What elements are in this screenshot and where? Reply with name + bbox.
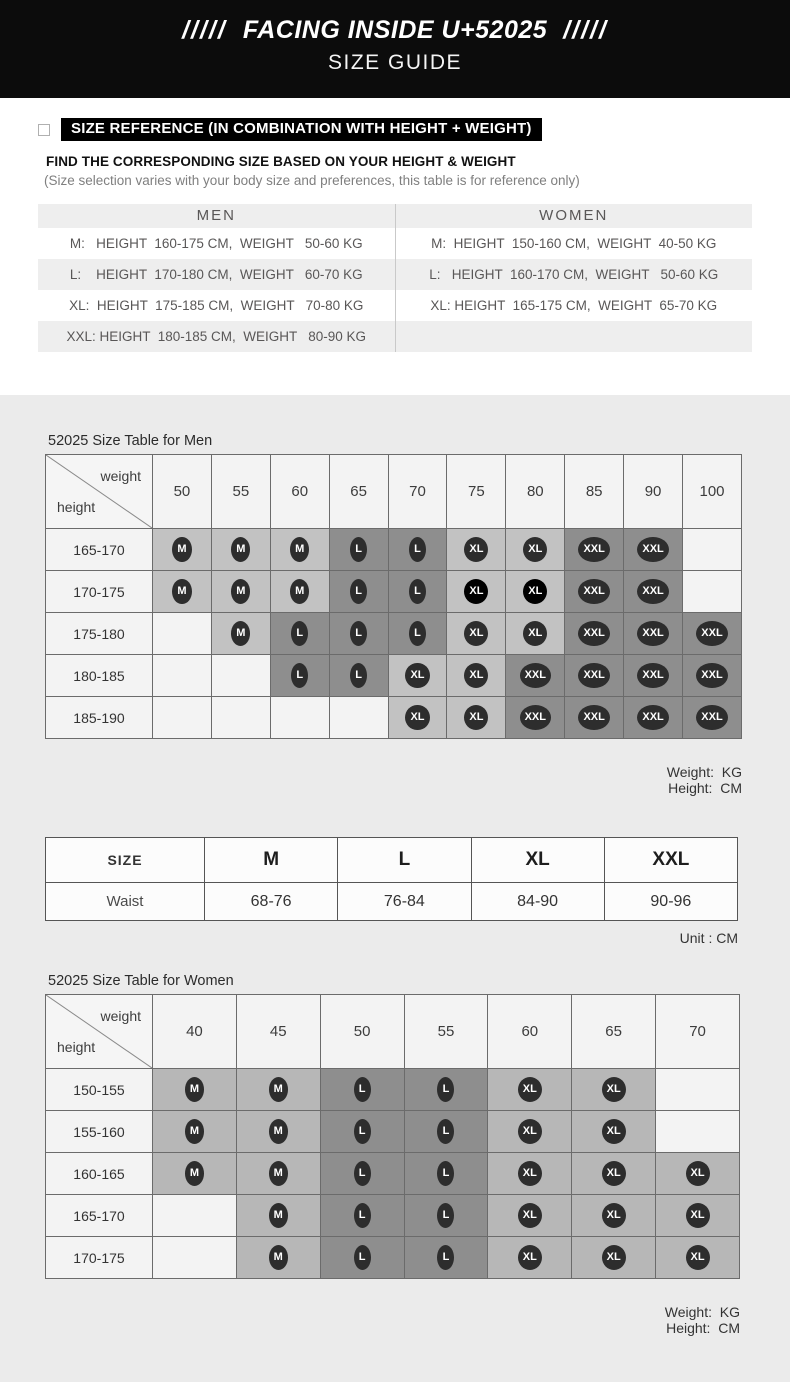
size-cell-xl	[656, 1237, 740, 1279]
size-cell-l	[404, 1195, 488, 1237]
size-cell-empty	[211, 697, 270, 739]
size-badge: XL	[523, 537, 547, 562]
section-banner: SIZE REFERENCE (IN COMBINATION WITH HEIGHT + WEIGHT)	[61, 118, 542, 141]
size-cell-xl	[488, 1111, 572, 1153]
size-cell-xl	[572, 1195, 656, 1237]
corner-height-label: height	[57, 499, 96, 515]
size-badge: M	[269, 1245, 288, 1270]
size-cell-empty	[656, 1069, 740, 1111]
size-cell-xl	[506, 613, 565, 655]
size-cell-empty	[329, 697, 388, 739]
size-badge: XXL	[696, 705, 727, 730]
size-cell-xl	[572, 1237, 656, 1279]
size-badge: XL	[518, 1119, 542, 1144]
size-cell-m	[153, 1069, 237, 1111]
weight-header-cell: 40	[153, 995, 237, 1069]
size-badge: M	[172, 537, 191, 562]
grid-row	[46, 1111, 740, 1153]
header-banner	[0, 0, 790, 98]
weight-header-cell: 70	[656, 995, 740, 1069]
reference-row: L: HEIGHT 170-180 CM, WEIGHT 60-70 KG	[38, 259, 395, 290]
size-badge: M	[290, 537, 309, 562]
size-cell-empty	[153, 613, 212, 655]
reference-column-title: WOMEN	[396, 204, 753, 228]
size-badge: XXL	[578, 621, 609, 646]
size-cell-xl	[488, 1195, 572, 1237]
size-cell-xxl	[506, 655, 565, 697]
size-badge: XXL	[696, 663, 727, 688]
size-badge: XXL	[520, 705, 551, 730]
height-header-cell: 175-180	[46, 613, 153, 655]
reference-column-women	[395, 204, 753, 352]
size-badge: M	[172, 579, 191, 604]
men-size-grid	[45, 454, 742, 739]
size-reference-section	[0, 98, 790, 395]
slashes-left-icon: /////	[182, 16, 227, 44]
size-cell-l	[320, 1111, 404, 1153]
height-header-cell: 180-185	[46, 655, 153, 697]
size-badge: M	[290, 579, 309, 604]
size-cell-xl	[506, 571, 565, 613]
size-badge: L	[291, 621, 308, 646]
grid-row	[46, 655, 742, 697]
size-cell-xl	[447, 529, 506, 571]
size-cell-empty	[656, 1111, 740, 1153]
corner-weight-label: weight	[100, 468, 141, 484]
reference-column-title: MEN	[38, 204, 395, 228]
size-badge: M	[269, 1119, 288, 1144]
weight-unit-label: Weight: KG	[664, 1304, 740, 1320]
size-cell-xl	[572, 1153, 656, 1195]
size-badge: L	[354, 1161, 371, 1186]
waist-size-column-m: M	[205, 838, 338, 883]
height-header-cell: 170-175	[46, 571, 153, 613]
reference-column-men	[38, 204, 395, 352]
size-badge: XXL	[637, 705, 668, 730]
size-badge: XL	[686, 1245, 710, 1270]
size-badge: XL	[464, 579, 488, 604]
size-badge: XL	[518, 1077, 542, 1102]
waist-size-column-xl: XL	[471, 838, 604, 883]
size-badge: L	[437, 1119, 454, 1144]
women-table-block	[45, 994, 740, 1352]
size-cell-l	[404, 1237, 488, 1279]
size-badge: L	[437, 1203, 454, 1228]
waist-row-label: Waist	[46, 883, 205, 921]
size-badge: XL	[464, 621, 488, 646]
size-badge: L	[437, 1161, 454, 1186]
waist-table-block	[45, 837, 738, 946]
size-cell-l	[388, 571, 447, 613]
size-badge: XL	[602, 1203, 626, 1228]
size-badge: M	[231, 621, 250, 646]
size-cell-xxl	[683, 655, 742, 697]
weight-header-cell: 70	[388, 455, 447, 529]
size-badge: XL	[405, 663, 429, 688]
size-badge: XL	[518, 1161, 542, 1186]
size-cell-m	[236, 1237, 320, 1279]
weight-header-cell: 80	[506, 455, 565, 529]
size-badge: M	[269, 1161, 288, 1186]
men-women-reference-table	[38, 204, 752, 352]
size-badge: M	[231, 579, 250, 604]
reference-row	[396, 321, 753, 352]
size-badge: XXL	[520, 663, 551, 688]
size-cell-l	[320, 1153, 404, 1195]
waist-value-cell: 76-84	[338, 883, 471, 921]
slashes-right-icon: /////	[563, 16, 608, 44]
size-badge: XL	[464, 663, 488, 688]
size-cell-xxl	[624, 655, 683, 697]
size-cell-xl	[572, 1069, 656, 1111]
size-cell-m	[236, 1195, 320, 1237]
size-cell-empty	[683, 529, 742, 571]
size-cell-empty	[211, 655, 270, 697]
size-cell-xl	[488, 1069, 572, 1111]
size-cell-xl	[506, 529, 565, 571]
height-unit-label: Height: CM	[668, 780, 742, 796]
waist-size-column-l: L	[338, 838, 471, 883]
height-header-cell: 160-165	[46, 1153, 153, 1195]
size-cell-xl	[388, 697, 447, 739]
size-badge: L	[437, 1077, 454, 1102]
weight-header-cell: 50	[320, 995, 404, 1069]
brand-name: FACING INSIDE U+52025	[242, 16, 548, 44]
size-cell-m	[153, 529, 212, 571]
size-badge: XL	[686, 1203, 710, 1228]
weight-header-cell: 55	[404, 995, 488, 1069]
grid-row	[46, 613, 742, 655]
size-cell-xl	[447, 571, 506, 613]
size-cell-m	[236, 1111, 320, 1153]
size-cell-l	[320, 1195, 404, 1237]
size-badge: L	[291, 663, 308, 688]
size-cell-m	[211, 529, 270, 571]
height-header-cell: 165-170	[46, 529, 153, 571]
men-table-block	[45, 454, 742, 812]
size-cell-xl	[447, 697, 506, 739]
size-badge: L	[409, 621, 426, 646]
size-cell-xl	[488, 1237, 572, 1279]
size-badge: XXL	[637, 621, 668, 646]
size-badge: L	[350, 579, 367, 604]
size-cell-xxl	[506, 697, 565, 739]
size-cell-l	[270, 655, 329, 697]
section-banner-row	[38, 118, 752, 141]
grid-header-row	[46, 995, 740, 1069]
waist-value-row	[46, 883, 738, 921]
size-cell-xxl	[683, 697, 742, 739]
reference-row: M: HEIGHT 150-160 CM, WEIGHT 40-50 KG	[431, 236, 717, 251]
size-badge: XXL	[637, 663, 668, 688]
size-cell-m	[153, 571, 212, 613]
size-badge: M	[231, 537, 250, 562]
size-badge: XL	[523, 579, 547, 604]
size-badge: L	[354, 1203, 371, 1228]
corner-weight-height-cell	[46, 995, 153, 1069]
height-unit-label: Height: CM	[666, 1320, 740, 1336]
height-header-cell: 165-170	[46, 1195, 153, 1237]
size-badge: XL	[464, 537, 488, 562]
men-table-title: 52025 Size Table for Men	[48, 433, 213, 449]
reference-row: M: HEIGHT 160-175 CM, WEIGHT 50-60 KG	[69, 236, 363, 251]
waist-size-table	[45, 837, 738, 921]
brand-title	[0, 16, 790, 45]
size-badge: XXL	[578, 663, 609, 688]
weight-header-cell: 55	[211, 455, 270, 529]
size-cell-xxl	[565, 571, 624, 613]
height-header-cell: 170-175	[46, 1237, 153, 1279]
size-badge: M	[185, 1161, 204, 1186]
reference-row: XL: HEIGHT 165-175 CM, WEIGHT 65-70 KG	[430, 298, 718, 313]
size-badge: XL	[518, 1245, 542, 1270]
size-badge: XL	[518, 1203, 542, 1228]
size-cell-l	[388, 529, 447, 571]
waist-header-row	[46, 838, 738, 883]
size-cell-xl	[656, 1195, 740, 1237]
corner-height-label: height	[57, 1039, 96, 1055]
size-tables-section	[0, 433, 790, 1382]
grid-row	[46, 1237, 740, 1279]
size-cell-m	[270, 571, 329, 613]
size-cell-xxl	[565, 613, 624, 655]
size-badge: M	[185, 1119, 204, 1144]
size-cell-l	[329, 571, 388, 613]
size-badge: L	[350, 537, 367, 562]
size-badge: M	[269, 1077, 288, 1102]
size-cell-empty	[153, 1237, 237, 1279]
reference-headline: FIND THE CORRESPONDING SIZE BASED ON YOUR HEIGHT & WEIGHT	[46, 154, 516, 169]
size-cell-m	[211, 571, 270, 613]
diagonal-line-icon	[46, 455, 152, 528]
women-size-grid	[45, 994, 740, 1279]
size-badge: L	[354, 1119, 371, 1144]
size-badge: XL	[686, 1161, 710, 1186]
size-badge: XXL	[637, 579, 668, 604]
size-cell-xxl	[565, 697, 624, 739]
size-cell-empty	[153, 1195, 237, 1237]
height-header-cell: 155-160	[46, 1111, 153, 1153]
size-badge: L	[354, 1245, 371, 1270]
size-badge: L	[409, 537, 426, 562]
weight-header-cell: 100	[683, 455, 742, 529]
height-header-cell: 150-155	[46, 1069, 153, 1111]
size-badge: XXL	[578, 705, 609, 730]
size-badge: XXL	[637, 537, 668, 562]
size-cell-m	[236, 1069, 320, 1111]
size-badge: XL	[602, 1161, 626, 1186]
women-table-title: 52025 Size Table for Women	[48, 973, 234, 989]
size-cell-l	[329, 655, 388, 697]
reference-row: L: HEIGHT 160-170 CM, WEIGHT 50-60 KG	[396, 259, 753, 290]
weight-header-cell: 65	[329, 455, 388, 529]
size-badge: M	[269, 1203, 288, 1228]
grid-row	[46, 1069, 740, 1111]
grid-row	[46, 697, 742, 739]
diagonal-line-icon	[46, 995, 152, 1068]
corner-weight-label: weight	[100, 1008, 141, 1024]
size-cell-xl	[388, 655, 447, 697]
size-badge: XL	[405, 705, 429, 730]
size-cell-l	[404, 1069, 488, 1111]
height-header-cell: 185-190	[46, 697, 153, 739]
weight-header-cell: 90	[624, 455, 683, 529]
waist-unit-note: Unit : CM	[679, 930, 738, 946]
waist-size-header-cell: SIZE	[46, 838, 205, 883]
size-cell-m	[270, 529, 329, 571]
page-title: SIZE GUIDE	[327, 51, 463, 74]
size-cell-xl	[656, 1153, 740, 1195]
weight-header-cell: 75	[447, 455, 506, 529]
size-cell-l	[404, 1111, 488, 1153]
size-badge: L	[409, 579, 426, 604]
reference-row: XXL: HEIGHT 180-185 CM, WEIGHT 80-90 KG	[38, 321, 395, 352]
size-cell-m	[236, 1153, 320, 1195]
size-cell-l	[270, 613, 329, 655]
size-badge: L	[437, 1245, 454, 1270]
weight-unit-label: Weight: KG	[666, 764, 742, 780]
size-badge: M	[185, 1077, 204, 1102]
size-cell-xl	[447, 655, 506, 697]
size-cell-xxl	[624, 571, 683, 613]
corner-weight-height-cell	[46, 455, 153, 529]
men-units-note	[45, 748, 742, 812]
size-cell-l	[388, 613, 447, 655]
size-cell-l	[329, 529, 388, 571]
size-cell-l	[320, 1069, 404, 1111]
size-cell-l	[329, 613, 388, 655]
size-cell-xxl	[565, 655, 624, 697]
grid-row	[46, 1195, 740, 1237]
size-badge: L	[350, 663, 367, 688]
size-cell-xxl	[683, 613, 742, 655]
size-badge: XXL	[696, 621, 727, 646]
square-bullet-icon	[38, 124, 50, 136]
size-cell-m	[153, 1153, 237, 1195]
weight-header-cell: 45	[236, 995, 320, 1069]
size-cell-l	[320, 1237, 404, 1279]
weight-header-cell: 65	[572, 995, 656, 1069]
grid-row	[46, 571, 742, 613]
size-cell-xxl	[624, 697, 683, 739]
size-cell-empty	[153, 697, 212, 739]
size-badge: XL	[602, 1119, 626, 1144]
waist-value-cell: 84-90	[471, 883, 604, 921]
reference-row: XL: HEIGHT 175-185 CM, WEIGHT 70-80 KG	[69, 298, 364, 313]
size-cell-xxl	[624, 529, 683, 571]
size-cell-xxl	[624, 613, 683, 655]
size-cell-xl	[488, 1153, 572, 1195]
weight-header-cell: 60	[270, 455, 329, 529]
size-badge: XL	[602, 1245, 626, 1270]
size-cell-xl	[572, 1111, 656, 1153]
waist-value-cell: 68-76	[205, 883, 338, 921]
size-badge: XL	[602, 1077, 626, 1102]
size-cell-empty	[270, 697, 329, 739]
size-cell-m	[153, 1111, 237, 1153]
grid-row	[46, 529, 742, 571]
size-badge: L	[350, 621, 367, 646]
size-cell-empty	[683, 571, 742, 613]
size-cell-empty	[153, 655, 212, 697]
grid-header-row	[46, 455, 742, 529]
size-badge: XL	[464, 705, 488, 730]
grid-row	[46, 1153, 740, 1195]
size-cell-l	[404, 1153, 488, 1195]
size-cell-m	[211, 613, 270, 655]
size-badge: L	[354, 1077, 371, 1102]
waist-value-cell: 90-96	[604, 883, 737, 921]
weight-header-cell: 50	[153, 455, 212, 529]
weight-header-cell: 85	[565, 455, 624, 529]
weight-header-cell: 60	[488, 995, 572, 1069]
size-badge: XXL	[578, 579, 609, 604]
waist-size-column-xxl: XXL	[604, 838, 737, 883]
size-badge: XXL	[578, 537, 609, 562]
size-badge: XL	[523, 621, 547, 646]
size-cell-xxl	[565, 529, 624, 571]
reference-note: (Size selection varies with your body size and preferences, this table is for reference only)	[44, 173, 580, 188]
size-cell-xl	[447, 613, 506, 655]
